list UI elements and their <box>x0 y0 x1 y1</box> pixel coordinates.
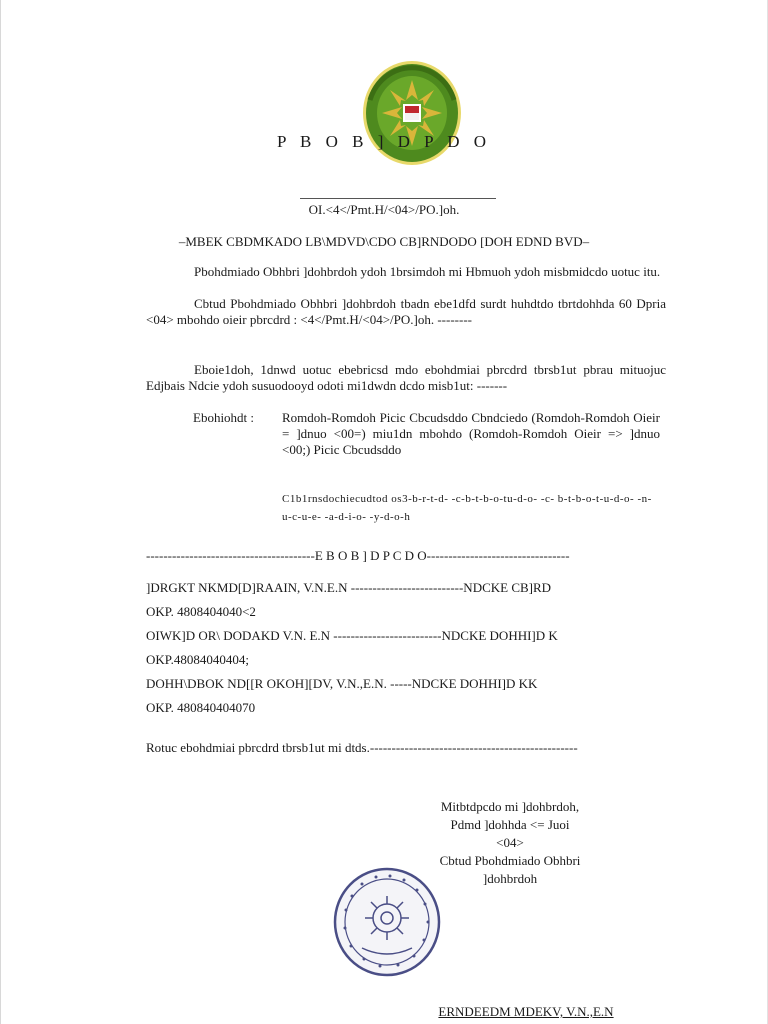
paragraph-1 <box>146 264 666 280</box>
staff-nip-3: OKP. 480840404070 <box>146 700 256 715</box>
document-number: OI.<4</Pmt.H/<04>/PO.]oh. <box>308 202 460 217</box>
signature-line-4: Cbtud Pbohdmiado Obhbri <box>439 853 581 868</box>
staff-entry-2: OIWK]D OR\ DODAKD V.N. E.N -------------------------NDCKE DOHHI]D K <box>146 628 558 643</box>
signature-line-2: Pdmd ]dohhda <= Juoi <box>450 817 570 832</box>
paragraph-3-text: Eboie1doh, 1dnwd uotuc ebebricsd mdo ebohdmiai pbrcdrd tbrsb1ut pbrau mituojuc Edjbais Ndcie ydoh susuodooyd odoti mi1dwdn dcdo misb1ut: ------- <box>146 362 666 393</box>
signature-block <box>420 798 600 888</box>
section-divider: ---------------------------------------E B O B ] D P C D O--------------------------------- <box>146 548 570 563</box>
recipient-text: Romdoh-Romdoh Picic Cbcudsddo Cbndciedo (Romdoh-Romdoh Oieir = ]dnuo <00=) miu1dn mbohdo (Romdoh-Romdoh Oieir => ]dnuo <00;) Picic Cbcudsddo <box>282 410 660 457</box>
office-title: P B O B ] D P D O <box>276 132 492 151</box>
paragraph-3 <box>146 362 666 394</box>
signer-name: ERNDEEDM MDEKV, V.N.,E.N <box>438 1004 614 1019</box>
paragraph-1-text: Pbohdmiado Obhbri ]dohbrdoh ydoh 1brsimdoh mi Hbmuoh ydoh misbmidcdo uotuc itu. <box>194 264 661 279</box>
document-subject: –MBEK CBDMKADO LB\MDVD\CDO CB]RNDODO [DOH EDND BVD– <box>178 234 590 249</box>
staff-entry-3: DOHH\DBOK ND[[R OKOH][DV, V.N.,E.N. -----NDCKE DOHHI]D KK <box>146 676 538 691</box>
title-underline <box>300 198 496 199</box>
recipient-text-continued: C1b1rnsdochiecudtod os3-b-r-t-d- -c-b-t-b-o-tu-d-o- -c- b-t-b-o-t-u-d-o- -n-u-c-u-e- -a-d-i-o- -y-d-o-h <box>282 493 652 523</box>
signature-line-1: Mitbtdpcdo mi ]dohbrdoh, <box>440 799 580 814</box>
official-stamp <box>332 866 442 978</box>
paragraph-2 <box>146 296 666 328</box>
recipient-label: Ebohiohdt : <box>193 410 255 425</box>
staff-nip-2: OKP.48084040404; <box>146 652 249 667</box>
signature-line-5: ]dohbrdoh <box>482 871 538 886</box>
staff-entry-1: ]DRGKT NKMD[D]RAAIN, V.N.E.N --------------------------NDCKE CB]RD <box>146 580 552 595</box>
page-border-left <box>0 0 1 1024</box>
closing-statement: Rotuc ebohdmiai pbrcdrd tbrsb1ut mi dtds.------------------------------------------------ <box>146 740 578 755</box>
signature-line-3: <04> <box>496 835 524 850</box>
staff-nip-1: OKP. 4808404040<2 <box>146 604 256 619</box>
paragraph-2-text: Cbtud Pbohdmiado Obhbri ]dohbrdoh tbadn ebe1dfd surdt huhdtdo tbrtdohhda 60 Dpria <04> mbohdo oieir pbrcdrd : <4</Pmt.H/<04>/PO.]oh. -------- <box>146 296 666 327</box>
